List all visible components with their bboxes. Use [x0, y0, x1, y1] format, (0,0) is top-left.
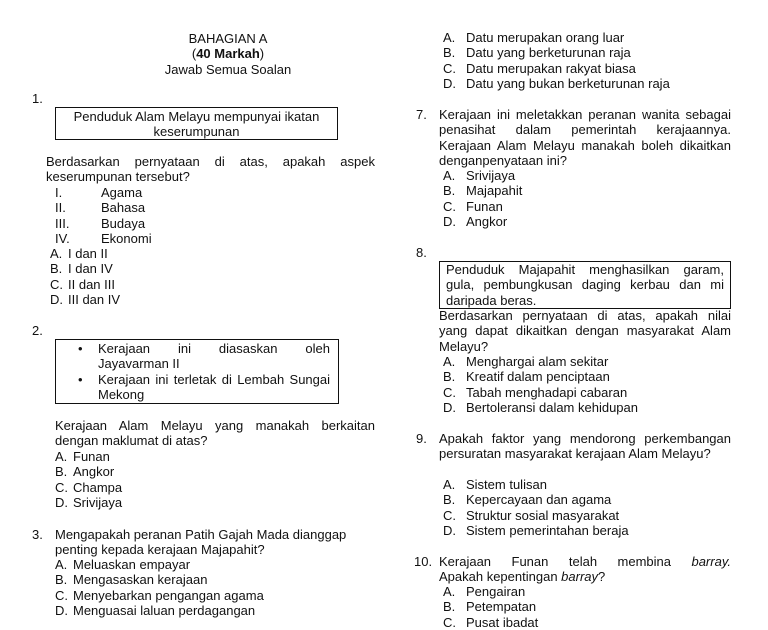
instruction: Jawab Semua Soalan — [164, 61, 292, 77]
q3-option-b[interactable]: B. Mengasaskan kerajaan — [55, 572, 208, 588]
q7-option-d[interactable]: D. Angkor — [443, 214, 508, 230]
q2-option-d[interactable]: D. Srivijaya — [55, 495, 123, 511]
q7-options — [443, 168, 522, 230]
q2-option-b[interactable]: B. Angkor — [55, 464, 115, 480]
q2-bullet-item: • Kerajaan ini diasaskan oleh Jayavarman II — [56, 341, 330, 372]
q1-option-a[interactable]: A. I dan II — [50, 246, 108, 261]
marks-line: (40 Markah) — [191, 46, 265, 62]
q8-option-b[interactable]: B. Kreatif dalam penciptaan — [443, 369, 610, 385]
q7-stem: Kerajaan ini meletakkan peranan wanita sebagai penasihat dalam pemerintah kerajaannya. Kerajaan Alam Melayu manakah boleh dikaitkan denganpenyataan ini? — [439, 107, 731, 169]
section-title: BAHAGIAN A — [188, 31, 268, 46]
q2-option-a[interactable]: A. Funan — [55, 449, 110, 464]
q1-item: IV. Ekonomi — [55, 231, 152, 247]
q2-number: 2. — [32, 323, 43, 338]
q1-items — [55, 185, 152, 247]
q8-option-d[interactable]: D. Bertoleransi dalam kehidupan — [443, 400, 638, 416]
q6-option-d[interactable]: D. Datu yang bukan berketurunan raja — [443, 76, 670, 92]
q8-number: 8. — [416, 245, 427, 260]
q7-option-c[interactable]: C. Funan — [443, 198, 503, 214]
q10-stem — [439, 554, 731, 585]
q8-stem: Berdasarkan pernyataan di atas, apakah nilai yang dapat dikaitkan dengan masyarakat Alam Melayu? — [439, 308, 731, 354]
q1-item: III. Budaya — [55, 215, 146, 231]
q7-number: 7. — [416, 107, 427, 122]
q9-number: 9. — [416, 431, 427, 446]
q9-option-b[interactable]: B. Kepercayaan dan agama — [443, 492, 612, 508]
q1-statement: Penduduk Alam Melayu mempunyai ikatan keserumpunan — [73, 109, 320, 140]
q8-statement-box — [439, 261, 731, 309]
q10-stem-line-1: Kerajaan Funan telah membina barray. — [439, 554, 731, 569]
q6-option-a[interactable]: A. Datu merupakan orang luar — [443, 30, 625, 45]
q7-option-b[interactable]: B. Majapahit — [443, 183, 523, 199]
q1-options — [50, 246, 120, 308]
q10-number: 10. — [414, 554, 433, 569]
q2-statement-box — [55, 339, 339, 404]
q1-stem: Berdasarkan pernyataan di atas, apakah aspek keserumpunan tersebut? — [46, 154, 375, 185]
q8-option-a[interactable]: A. Menghargai alam sekitar — [443, 354, 609, 369]
q10-stem-line-2: Apakah kepentingan barray? — [439, 569, 606, 585]
q8-option-c[interactable]: C. Tabah menghadapi cabaran — [443, 384, 628, 400]
q8-statement: Penduduk Majapahit menghasilkan garam, gula, pembungkusan daging kerbau dan mi daripada beras. — [446, 262, 724, 308]
q6-options — [443, 30, 670, 92]
q3-option-c[interactable]: C. Menyebarkan pengangan agama — [55, 587, 264, 603]
marks-value: 40 Markah — [196, 46, 260, 62]
q8-options — [443, 354, 638, 416]
q9-option-a[interactable]: A. Sistem tulisan — [443, 477, 547, 492]
q9-options — [443, 477, 629, 539]
q1-option-d[interactable]: D. III dan IV — [50, 292, 121, 308]
q7-option-a[interactable]: A. Srivijaya — [443, 168, 516, 183]
q9-stem: Apakah faktor yang mendorong perkembangan persuratan masyarakat kerajaan Alam Melayu? — [439, 431, 731, 462]
q1-option-b[interactable]: B. I dan IV — [50, 261, 113, 277]
q1-item: I. Agama — [55, 185, 143, 200]
q1-item: II. Bahasa — [55, 200, 146, 216]
q3-option-a[interactable]: A. Meluaskan empayar — [55, 557, 191, 572]
q1-number: 1. — [32, 91, 43, 106]
q3-number: 3. — [32, 527, 43, 542]
q2-bullet-list — [56, 341, 330, 403]
q9-option-d[interactable]: D. Sistem pemerintahan beraja — [443, 523, 629, 539]
q6-option-c[interactable]: C. Datu merupakan rakyat biasa — [443, 60, 636, 76]
q10-option-b[interactable]: B. Petempatan — [443, 599, 537, 615]
q10-option-c[interactable]: C. Pusat ibadat — [443, 614, 539, 630]
q9-option-c[interactable]: C. Struktur sosial masyarakat — [443, 507, 620, 523]
section-header — [120, 31, 336, 77]
q1-statement-box — [55, 107, 338, 140]
q3-options — [55, 557, 264, 619]
q6-option-b[interactable]: B. Datu yang berketurunan raja — [443, 45, 631, 61]
q2-option-c[interactable]: C. Champa — [55, 479, 123, 495]
q2-bullet-item: • Kerajaan ini terletak di Lembah Sungai Mekong — [56, 372, 330, 403]
q2-options — [55, 449, 122, 511]
q3-stem: Mengapakah peranan Patih Gajah Mada dianggap penting kepada kerajaan Majapahit? — [55, 527, 347, 558]
q3-option-d[interactable]: D. Menguasai laluan perdagangan — [55, 603, 256, 619]
q10-option-a[interactable]: A. Pengairan — [443, 584, 526, 599]
q10-options — [443, 584, 538, 630]
q1-option-c[interactable]: C. II dan III — [50, 276, 115, 292]
q2-stem: Kerajaan Alam Melayu yang manakah berkaitan dengan maklumat di atas? — [55, 418, 375, 449]
